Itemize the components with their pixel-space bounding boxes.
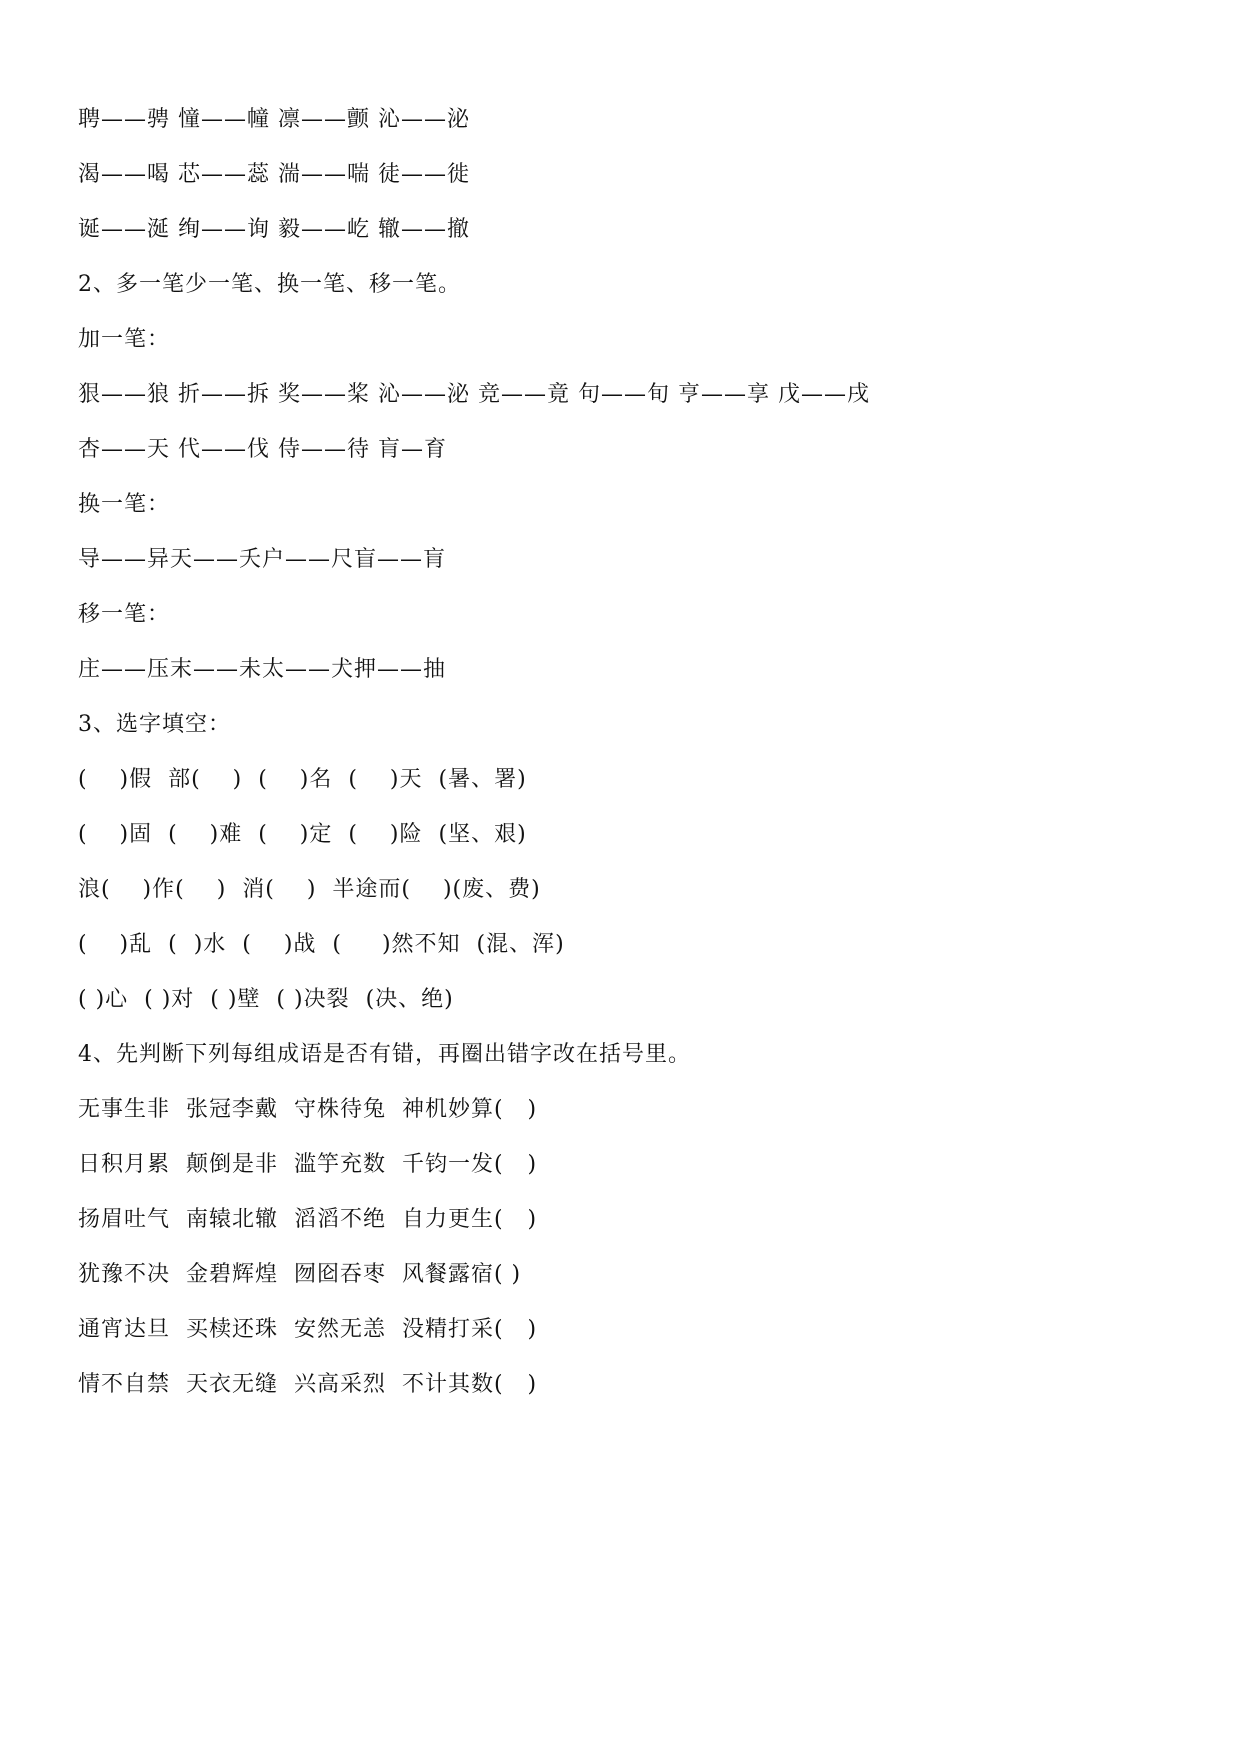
idiom-line: 犹豫不决 金碧辉煌 囫囵吞枣 风餐露宿( ) [78, 1262, 522, 1287]
text-line: 渴——喝 芯——蕊 湍——喘 徒——徙 [78, 162, 470, 187]
fill-blank-line: ( )乱 ( )水 ( )战 ( )然不知 (混、浑) [78, 932, 565, 957]
fill-blank-line: ( )假 部( ) ( )名 ( )天 (暑、署) [78, 767, 527, 792]
subheading: 加一笔： [78, 327, 171, 352]
idiom-line: 通宵达旦 买椟还珠 安然无恙 没精打采( ) [78, 1317, 538, 1342]
subheading: 移一笔： [78, 602, 171, 627]
text-line: 诞——涎 绚——询 毅——屹 辙——撤 [78, 217, 470, 242]
idiom-line: 情不自禁 天衣无缝 兴高采烈 不计其数( ) [78, 1372, 538, 1397]
subheading: 换一笔： [78, 492, 171, 517]
text-line: 狠——狼 折——拆 奖——桨 沁——泌 竞——竟 句——旬 亨——享 戊——戌 [78, 382, 870, 407]
fill-blank-line: ( )心 ( )对 ( )壁 ( )决裂 (决、绝) [78, 987, 454, 1012]
idiom-line: 扬眉吐气 南辕北辙 滔滔不绝 自力更生( ) [78, 1207, 538, 1232]
section-heading: 3、选字填空： [78, 712, 231, 737]
section-heading: 4、先判断下列每组成语是否有错，再圈出错字改在括号里。 [78, 1042, 691, 1067]
fill-blank-line: ( )固 ( )难 ( )定 ( )险 (坚、艰) [78, 822, 527, 847]
text-line: 导——异天——夭户——尺盲——肓 [78, 547, 447, 572]
text-line: 杏——天 代——伐 侍——待 肓—育 [78, 437, 447, 462]
idiom-line: 日积月累 颠倒是非 滥竽充数 千钧一发( ) [78, 1152, 538, 1177]
fill-blank-line: 浪( )作( ) 消( ) 半途而( )(废、费) [78, 877, 541, 902]
idiom-line: 无事生非 张冠李戴 守株待兔 神机妙算( ) [78, 1097, 538, 1122]
text-line: 聘——骋 憧——幢 凛——颤 沁——泌 [78, 107, 470, 132]
text-line: 庄——压末——未太——犬押——抽 [78, 657, 447, 682]
section-heading: 2、多一笔少一笔、换一笔、移一笔。 [78, 272, 461, 297]
